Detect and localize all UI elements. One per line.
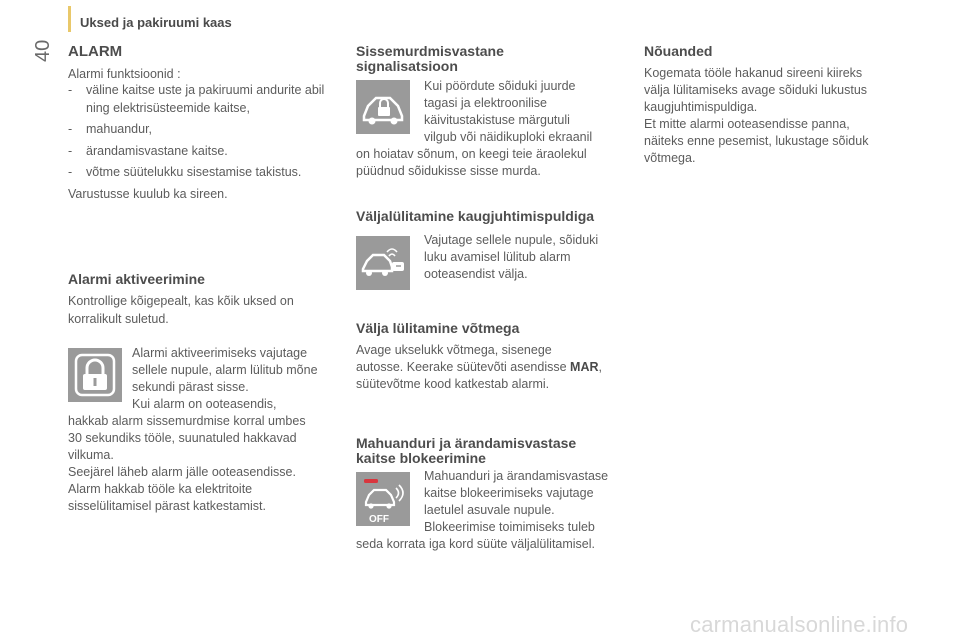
intrusion-line: käivitustakistuse märgutuli xyxy=(424,113,570,127)
key-line-text: autosse. Keerake süütevõti asendisse xyxy=(356,360,571,374)
remote-line: luku avamisel lülitub alarm xyxy=(424,250,571,264)
tips-line: võtmega. xyxy=(644,151,696,165)
key-position-mar: MAR xyxy=(570,360,599,374)
activation-heading: Alarmi aktiveerimine xyxy=(68,271,205,287)
intrusion-heading: signalisatsioon xyxy=(356,58,458,74)
block-heading: kaitse blokeerimine xyxy=(356,450,486,466)
watermark: carmanualsonline.info xyxy=(690,612,909,637)
block-line: Blokeerimise toimimiseks tuleb xyxy=(424,520,595,534)
alarm-item-text: võtme süütelukku sisestamise takistus. xyxy=(86,165,302,179)
alarm-list-item: - väline kaitse uste ja pakiruumi andurite abil ning elektrisüsteemide kaitse, xyxy=(68,82,348,118)
tips-line: Kogemata tööle hakanud sireeni kiireks xyxy=(644,66,863,80)
alarm-list-item: - ärandamisvastane kaitse. xyxy=(68,143,348,161)
remote-key-icon xyxy=(356,236,410,290)
intrusion-line: vilgub või näidikuploki ekraanil xyxy=(424,130,593,144)
remote-line: Vajutage sellele nupule, sõiduki xyxy=(424,233,599,247)
tips-line: näiteks enne pesemist, lukustage sõiduk xyxy=(644,134,869,148)
tips-line: kaugjuhtimispuldiga. xyxy=(644,100,758,114)
alarm-heading: ALARM xyxy=(68,43,123,60)
activation-line: vilkuma. xyxy=(68,448,114,462)
header-title: Uksed ja pakiruumi kaas xyxy=(80,15,232,30)
block-line: kaitse blokeerimiseks vajutage xyxy=(424,486,594,500)
header-accent-bar xyxy=(68,6,71,32)
block-line: Mahuanduri ja ärandamisvastase xyxy=(424,469,609,483)
block-heading: Mahuanduri ja ärandamisvastase xyxy=(356,435,577,451)
activation-line: Seejärel läheb alarm jälle ooteasendisse. xyxy=(68,465,296,479)
block-line: laetulel asuvale nupule. xyxy=(424,503,555,517)
tips-heading: Nõuanded xyxy=(644,43,713,59)
page-number: 40 xyxy=(32,39,54,62)
activation-line: sellele nupule, alarm lülitub mõne xyxy=(132,363,318,377)
activation-line: hakkab alarm sissemurdmise korral umbes xyxy=(68,414,306,428)
key-line xyxy=(356,359,602,377)
activation-line: 30 sekundiks tööle, suunatuled hakkavad xyxy=(68,431,297,445)
activation-line: Kui alarm on ooteasendis, xyxy=(132,397,277,411)
key-line: Avage ukselukk võtmega, sisenege xyxy=(356,343,552,357)
activation-line: Alarmi aktiveerimiseks vajutage xyxy=(132,346,308,360)
intrusion-line: Kui pöördute sõiduki juurde xyxy=(424,79,576,93)
activation-line: Alarm hakkab tööle ka elektritoite xyxy=(68,482,253,496)
intrusion-line: tagasi ja elektroonilise xyxy=(424,96,547,110)
intrusion-heading: Sissemurdmisvastane xyxy=(356,43,504,59)
intrusion-line: on hoiatav sõnum, on keegi teie äraolekul xyxy=(356,147,587,161)
remote-heading: Väljalülitamine kaugjuhtimispuldiga xyxy=(356,208,595,224)
alarm-siren-text: Varustusse kuulub ka sireen. xyxy=(68,187,228,201)
block-line: seda korrata iga kord süüte väljalülitamisel. xyxy=(356,537,596,551)
key-heading: Välja lülitamine võtmega xyxy=(356,320,520,336)
alarm-item-text: väline kaitse uste ja pakiruumi andurite abil ning elektrisüsteemide kaitse, xyxy=(86,83,325,115)
tips-line: Et mitte alarmi ooteasendisse panna, xyxy=(644,117,850,131)
activation-line: sekundi pärast sisse. xyxy=(132,380,249,394)
key-line-comma: , xyxy=(598,360,602,374)
activation-text: Kontrollige kõigepealt, kas kõik uksed on korralikult suletud. xyxy=(68,294,294,326)
key-line: süütevõtme kood katkestab alarmi. xyxy=(356,377,550,391)
activation-line: sisselülitamisel pärast katkestamist. xyxy=(68,499,266,513)
tips-line: välja lülitamiseks avage sõiduki lukustus xyxy=(644,83,868,97)
alarm-intro: Alarmi funktsioonid : xyxy=(68,67,181,81)
alarm-item-text: mahuandur, xyxy=(86,122,153,136)
intrusion-line: püüdnud sõidukisse sisse murda. xyxy=(356,164,541,178)
interior-sensor-off-icon xyxy=(356,472,410,526)
car-padlock-icon xyxy=(356,80,410,134)
alarm-list-item: - mahuandur, xyxy=(68,121,348,139)
remote-line: ooteasendist välja. xyxy=(424,267,528,281)
off-label: OFF xyxy=(369,514,389,525)
alarm-item-text: ärandamisvastane kaitse. xyxy=(86,144,228,158)
padlock-icon xyxy=(68,348,122,402)
alarm-list-item: - võtme süütelukku sisestamise takistus. xyxy=(68,164,348,182)
